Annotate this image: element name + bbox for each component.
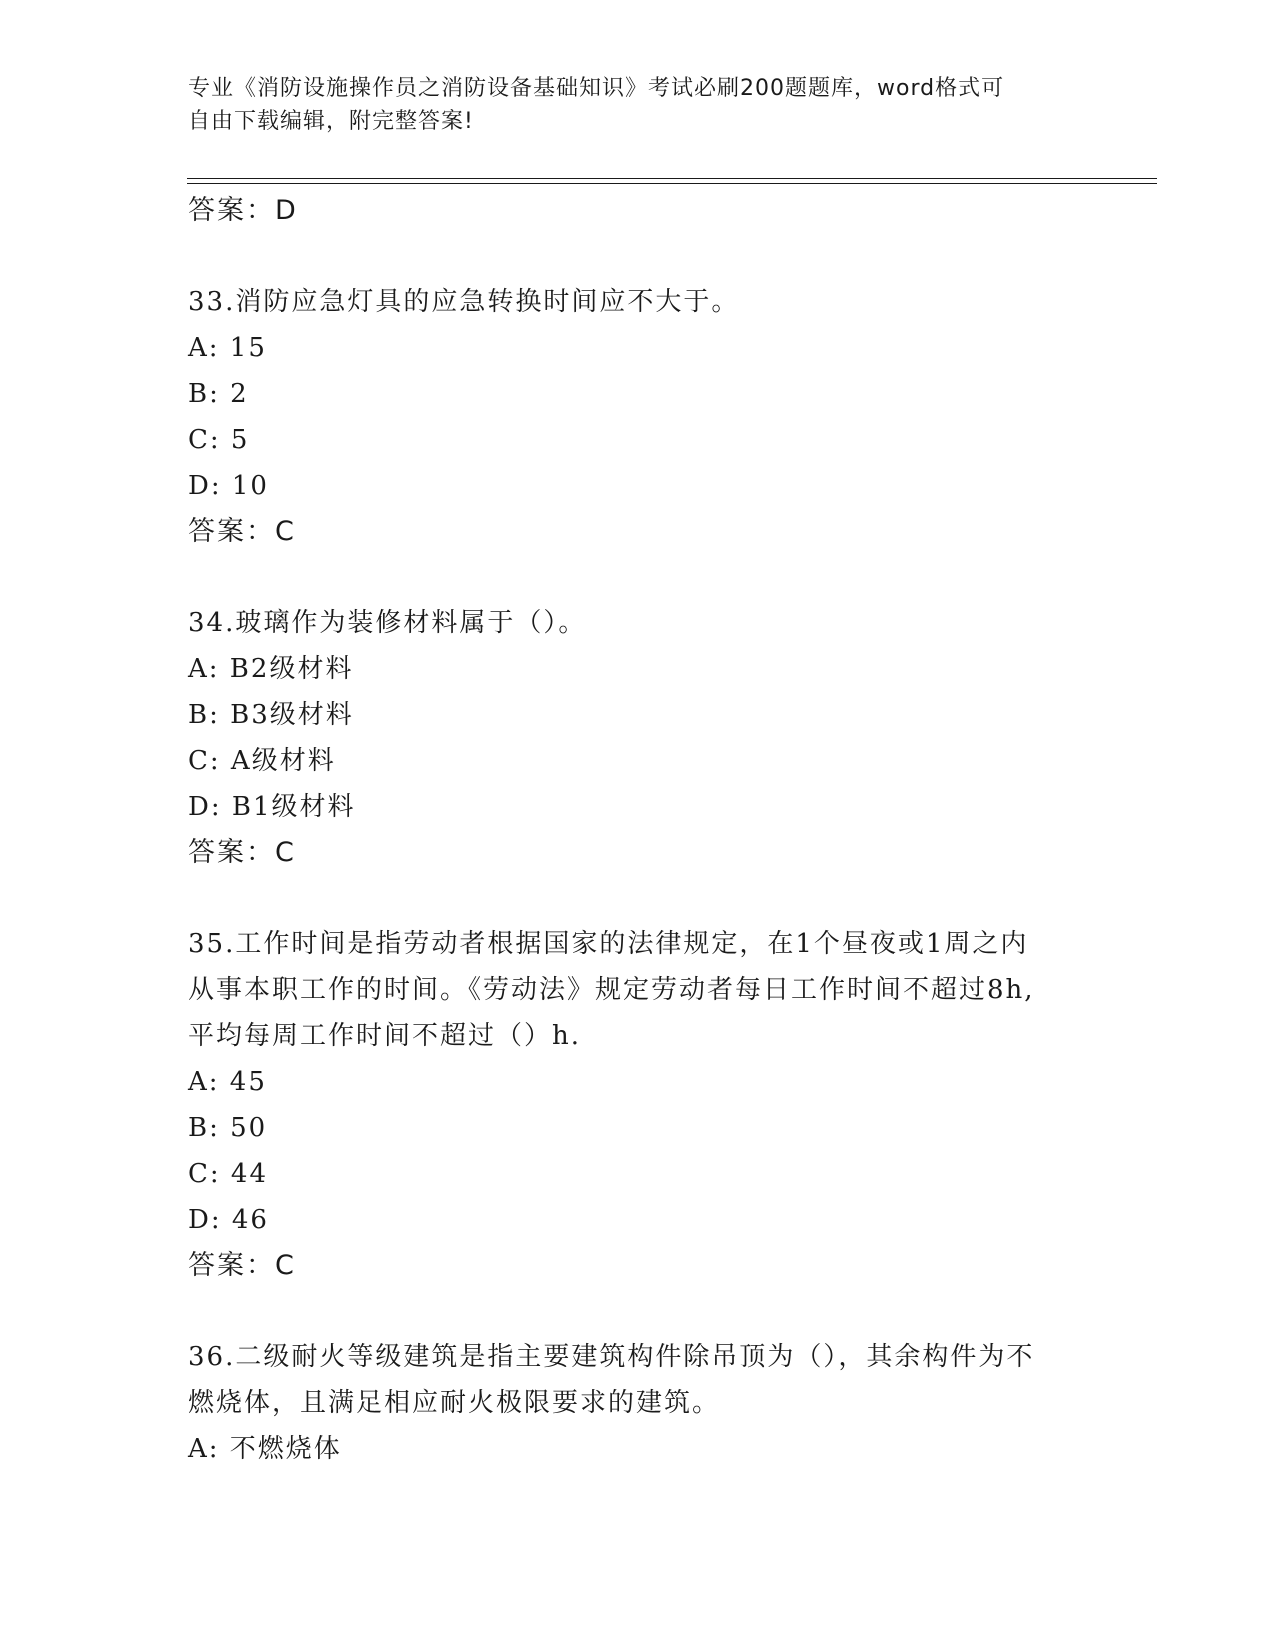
question-35-option-d: D: 46	[188, 1205, 269, 1235]
page-header	[188, 72, 1088, 138]
question-35	[188, 921, 1088, 1289]
question-36-option-a: A: 不燃烧体	[188, 1434, 342, 1464]
question-35-option-b: B: 50	[188, 1113, 268, 1143]
question-34-option-c: C: A级材料	[188, 746, 336, 776]
question-33	[188, 279, 1088, 555]
header-line-2: 自由下载编辑，附完整答案!	[188, 109, 474, 134]
header-rule-bottom	[187, 183, 1157, 184]
answer-34: 答案：C	[188, 837, 296, 868]
question-34-text: 34.玻璃作为装修材料属于（）。	[188, 608, 587, 638]
question-36-line-1: 36.二级耐火等级建筑是指主要建筑构件除吊顶为（），其余构件为不	[188, 1342, 1035, 1372]
answer-33: 答案：C	[188, 516, 296, 547]
question-33-option-a: A: 15	[188, 333, 267, 363]
question-34-option-a: A: B2级材料	[188, 654, 354, 684]
question-33-option-b: B: 2	[188, 379, 249, 409]
question-34-option-d: D: B1级材料	[188, 792, 356, 822]
question-33-option-c: C: 5	[188, 425, 250, 455]
question-34	[188, 600, 1088, 876]
question-35-line-3: 平均每周工作时间不超过（）h.	[188, 1021, 582, 1051]
question-35-option-c: C: 44	[188, 1159, 269, 1189]
question-33-text: 33.消防应急灯具的应急转换时间应不大于。	[188, 287, 740, 317]
question-35-option-a: A: 45	[188, 1067, 267, 1097]
question-36	[188, 1334, 1088, 1472]
question-33-option-d: D: 10	[188, 471, 269, 501]
answer-35: 答案：C	[188, 1250, 296, 1281]
question-35-line-1: 35.工作时间是指劳动者根据国家的法律规定，在1个昼夜或1周之内	[188, 929, 1029, 959]
question-35-line-2: 从事本职工作的时间。《劳动法》规定劳动者每日工作时间不超过8h,	[188, 975, 1035, 1005]
question-36-line-2: 燃烧体，且满足相应耐火极限要求的建筑。	[188, 1388, 721, 1418]
header-line-1: 专业《消防设施操作员之消防设备基础知识》考试必刷200题题库，word格式可	[188, 76, 1005, 101]
answer-32: 答案：D	[188, 195, 298, 226]
header-rule-top	[187, 178, 1157, 179]
question-34-option-b: B: B3级材料	[188, 700, 354, 730]
question-list	[188, 188, 1088, 1472]
